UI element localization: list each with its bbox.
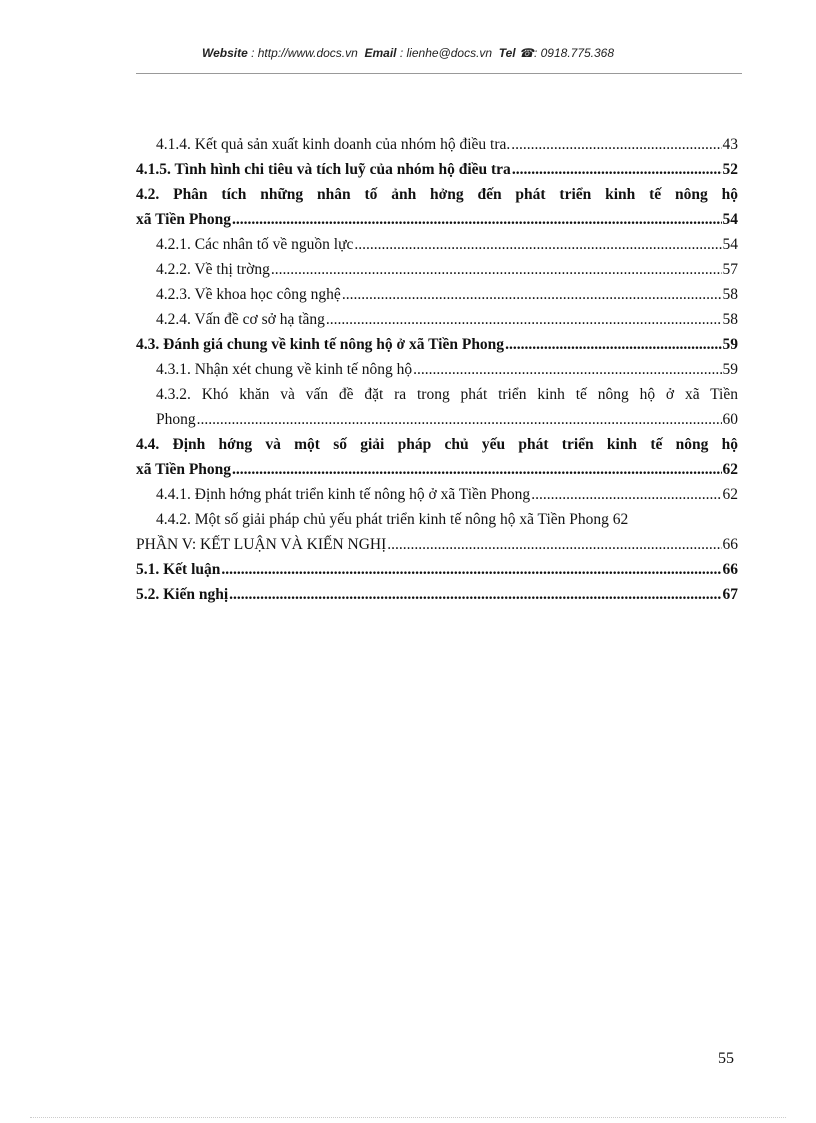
toc-entry-4-4-line1[interactable]: 4.4. Định hớng và một số giải pháp chủ yếu phát triển kinh tế nông hộ bbox=[136, 436, 738, 453]
toc-entry-4-2-1[interactable]: 4.2.1. Các nhân tố về nguồn lực ..... 54 bbox=[136, 232, 738, 257]
toc-entry-4-1-4[interactable]: 4.1.4. Kết quả sản xuất kinh doanh của nhóm hộ điều tra. ..... 43 bbox=[136, 132, 738, 157]
toc-entry-4-3-2[interactable]: Phong ..... 60 bbox=[136, 407, 738, 432]
page-header bbox=[0, 46, 816, 60]
toc-entry-4-4-2[interactable]: 4.4.2. Một số giải pháp chủ yếu phát triển kinh tế nông hộ xã Tiền Phong 62 bbox=[156, 511, 629, 528]
toc-entry-part-5[interactable]: PHẦN V: KẾT LUẬN VÀ KIẾN NGHỊ ..... 66 bbox=[136, 532, 738, 557]
toc-entry-4-4-1[interactable]: 4.4.1. Định hớng phát triển kinh tế nông hộ ở xã Tiền Phong ..... 62 bbox=[136, 482, 738, 507]
toc-entry-4-2[interactable]: xã Tiền Phong ..... 54 bbox=[136, 207, 738, 232]
email-label: Email bbox=[364, 46, 397, 60]
phone-icon: ☎ bbox=[519, 46, 534, 60]
email-value: : lienhe@docs.vn bbox=[399, 46, 493, 60]
toc-entry-5-2[interactable]: 5.2. Kiến nghị ..... 67 bbox=[136, 582, 738, 607]
toc-entry-4-3-1[interactable]: 4.3.1. Nhận xét chung về kinh tế nông hộ ..... 59 bbox=[136, 357, 738, 382]
toc-entry-4-2-3[interactable]: 4.2.3. Về khoa học công nghệ ..... 58 bbox=[136, 282, 738, 307]
toc-entry-4-2-4[interactable]: 4.2.4. Vấn đề cơ sở hạ tầng ..... 58 bbox=[136, 307, 738, 332]
footer-rule bbox=[30, 1117, 786, 1118]
toc-entry-4-1-5[interactable]: 4.1.5. Tình hình chi tiêu và tích luỹ của nhóm hộ điều tra ..... 52 bbox=[136, 157, 738, 182]
toc-entry-4-3[interactable]: 4.3. Đánh giá chung về kinh tế nông hộ ở xã Tiền Phong ..... 59 bbox=[136, 332, 738, 357]
table-of-contents bbox=[136, 132, 738, 607]
website-value: : http://www.docs.vn bbox=[251, 46, 358, 60]
tel-label: Tel bbox=[498, 46, 516, 60]
toc-entry-4-3-2-line1[interactable]: 4.3.2. Khó khăn và vấn đề đặt ra trong phát triển kinh tế nông hộ ở xã Tiền bbox=[156, 386, 738, 403]
header-rule bbox=[136, 73, 742, 74]
tel-value: : 0918.775.368 bbox=[533, 46, 615, 60]
toc-entry-4-4[interactable]: xã Tiền Phong ..... 62 bbox=[136, 457, 738, 482]
website-label: Website bbox=[201, 46, 248, 60]
toc-entry-4-2-2[interactable]: 4.2.2. Về thị trờng ..... 57 bbox=[136, 257, 738, 282]
toc-entry-5-1[interactable]: 5.1. Kết luận ..... 66 bbox=[136, 557, 738, 582]
toc-entry-4-2-line1[interactable]: 4.2. Phân tích những nhân tố ảnh hởng đến phát triển kinh tế nông hộ bbox=[136, 186, 738, 203]
page-number: 55 bbox=[718, 1050, 734, 1067]
